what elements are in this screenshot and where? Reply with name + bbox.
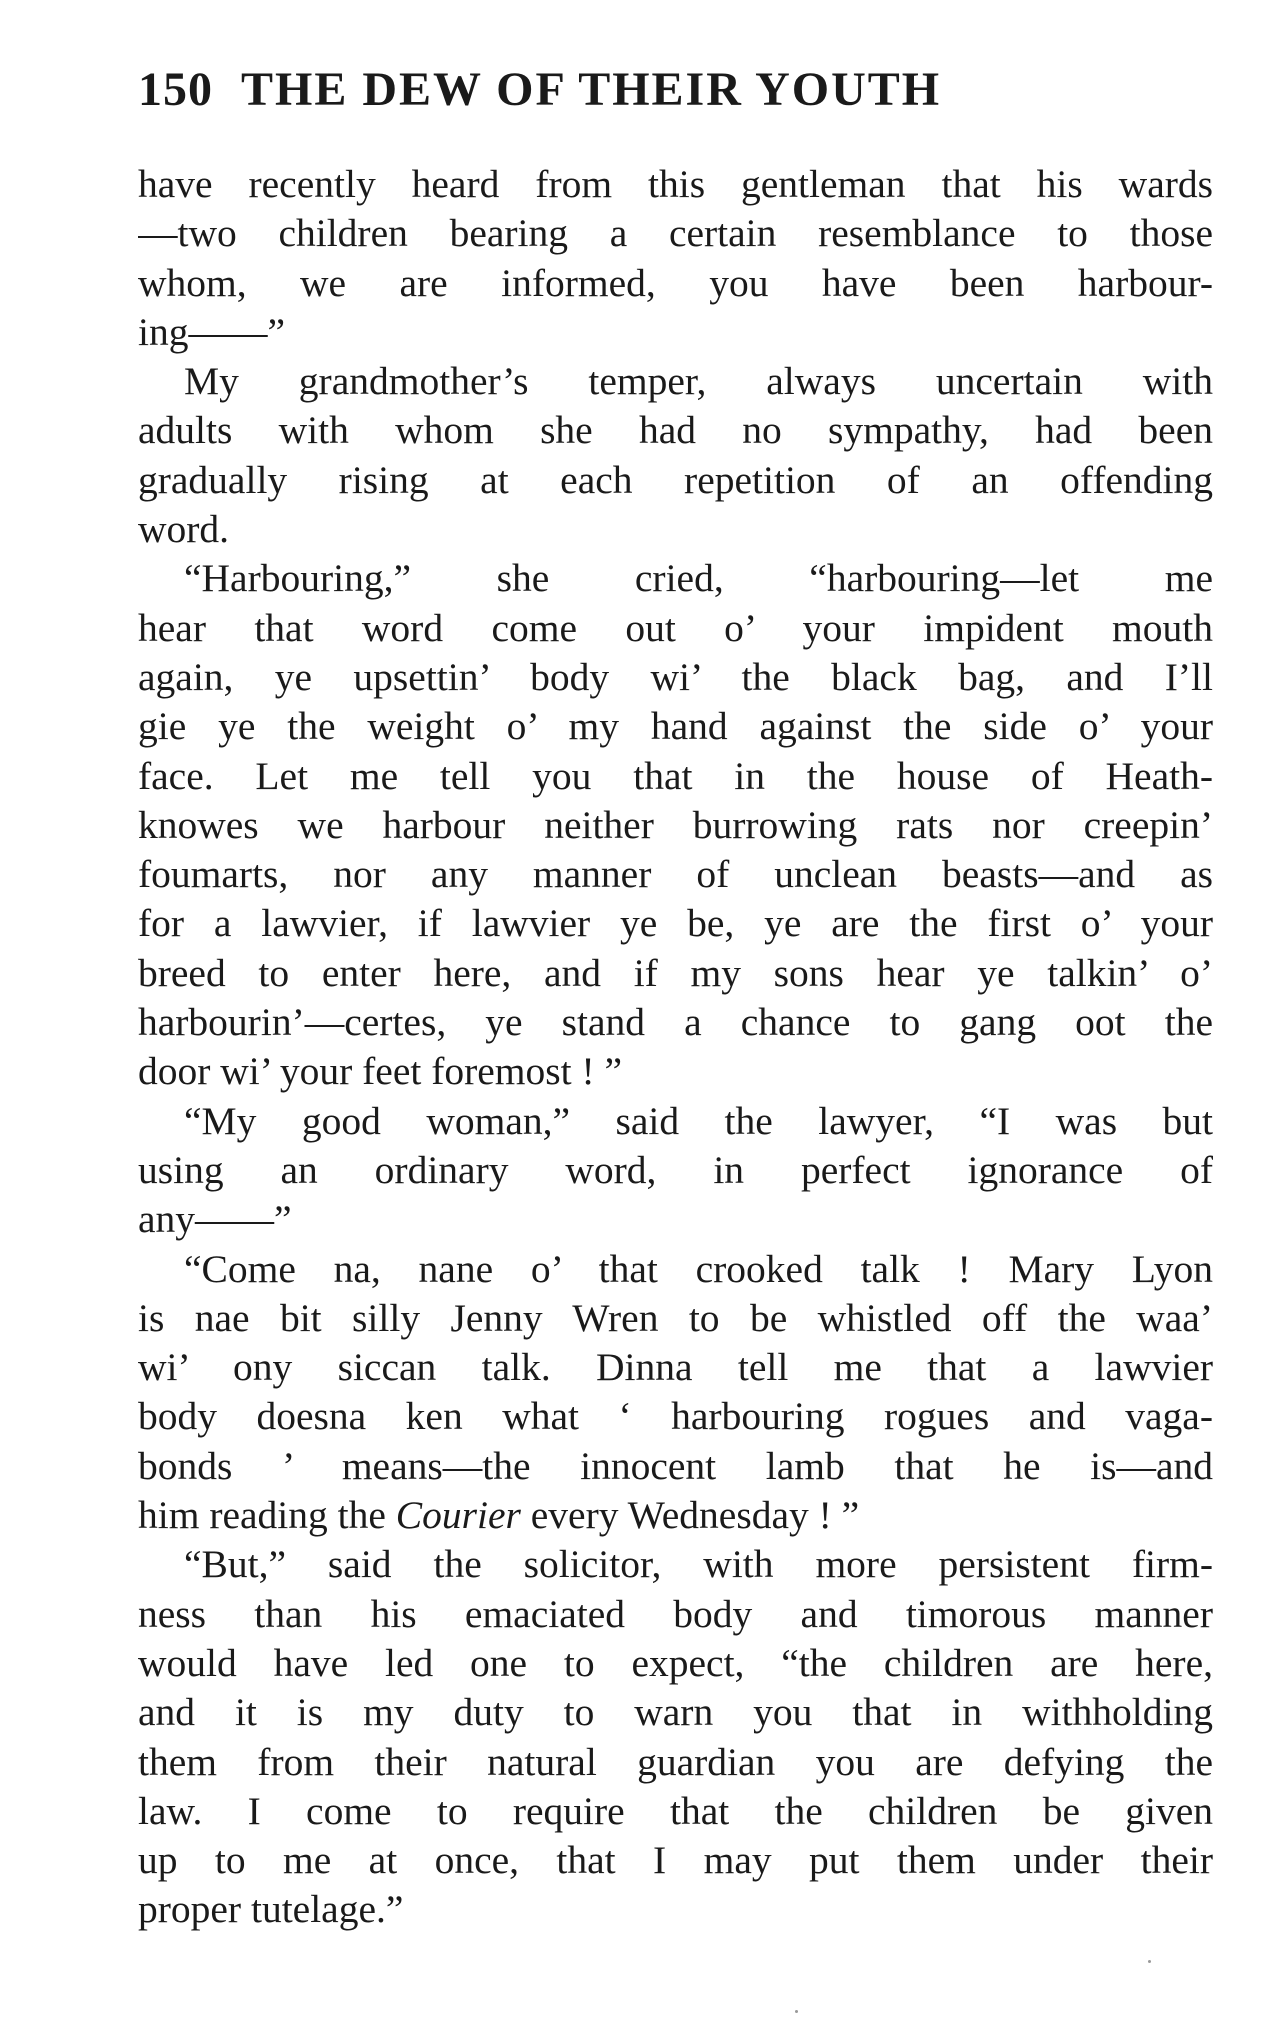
text-line: “My good woman,” said the lawyer, “I was but xyxy=(184,1098,1213,1143)
text-line: up to me at once, that I may put them under their xyxy=(138,1838,1213,1883)
text-line: adults with whom she had no sympathy, had been xyxy=(138,408,1213,453)
text-line: breed to enter here, and if my sons hear ye talkin’ o’ xyxy=(138,950,1213,995)
text-line: using an ordinary word, in perfect ignorance of xyxy=(138,1147,1213,1192)
text-line: gie ye the weight o’ my hand against the side o’ your xyxy=(138,704,1213,749)
text-line-italic-mixed xyxy=(138,1491,1213,1540)
text-line: and it is my duty to warn you that in withholding xyxy=(138,1690,1213,1735)
book-title: THE DEW OF THEIR YOUTH xyxy=(241,63,942,116)
text-line: body doesna ken what ‘ harbouring rogues and vaga- xyxy=(138,1394,1213,1439)
running-head xyxy=(138,60,1138,120)
text-line: “But,” said the solicitor, with more persistent firm- xyxy=(184,1542,1213,1587)
text-line: door wi’ your feet foremost ! ” xyxy=(138,1049,623,1094)
body-text xyxy=(138,160,1213,1935)
text-line: —two children bearing a certain resemblance to those xyxy=(138,211,1213,256)
text-line: hear that word come out o’ your impident mouth xyxy=(138,605,1213,650)
text-line: have recently heard from this gentleman that his wards xyxy=(138,162,1213,206)
text-line: ing——” xyxy=(138,309,286,354)
text-line: harbourin’—certes, ye stand a chance to gang oot the xyxy=(138,1000,1213,1045)
paper-speck xyxy=(795,2010,798,2013)
text-line: is nae bit silly Jenny Wren to be whistled off the waa’ xyxy=(138,1295,1213,1340)
text-line: whom, we are informed, you have been harbour- xyxy=(138,260,1213,305)
text-line: for a lawvier, if lawvier ye be, ye are the first o’ your xyxy=(138,901,1213,946)
text-line: word. xyxy=(138,507,230,552)
text-line: “Come na, nane o’ that crooked talk ! Mary Lyon xyxy=(184,1246,1213,1291)
text-line: knowes we harbour neither burrowing rats nor creepin’ xyxy=(138,802,1213,847)
text-line: ness than his emaciated body and timorous manner xyxy=(138,1591,1213,1636)
text-line: again, ye upsettin’ body wi’ the black bag, and I’ll xyxy=(138,654,1213,699)
text-line: bonds ’ means—the innocent lamb that he is—and xyxy=(138,1443,1213,1488)
text-segment: every Wednesday ! ” xyxy=(520,1493,860,1538)
text-line: gradually rising at each repetition of an offending xyxy=(138,457,1213,502)
text-line: any——” xyxy=(138,1197,292,1242)
paper-speck xyxy=(1148,1960,1151,1963)
text-line: them from their natural guardian you are defying the xyxy=(138,1739,1213,1784)
text-line: foumarts, nor any manner of unclean beasts—and as xyxy=(138,852,1213,897)
text-line: “Harbouring,” she cried, “harbouring—let me xyxy=(184,556,1213,601)
text-segment: him reading the xyxy=(138,1493,396,1538)
text-line: would have led one to expect, “the children are here, xyxy=(138,1640,1213,1685)
text-line: My grandmother’s temper, always uncertain with xyxy=(184,359,1213,404)
text-line: face. Let me tell you that in the house of Heath- xyxy=(138,753,1213,798)
text-line: proper tutelage.” xyxy=(138,1887,404,1932)
page-number: 150 xyxy=(138,63,213,116)
text-line: wi’ ony siccan talk. Dinna tell me that a lawvier xyxy=(138,1345,1213,1390)
text-line: law. I come to require that the children be given xyxy=(138,1788,1213,1833)
newspaper-title: Courier xyxy=(395,1493,521,1538)
